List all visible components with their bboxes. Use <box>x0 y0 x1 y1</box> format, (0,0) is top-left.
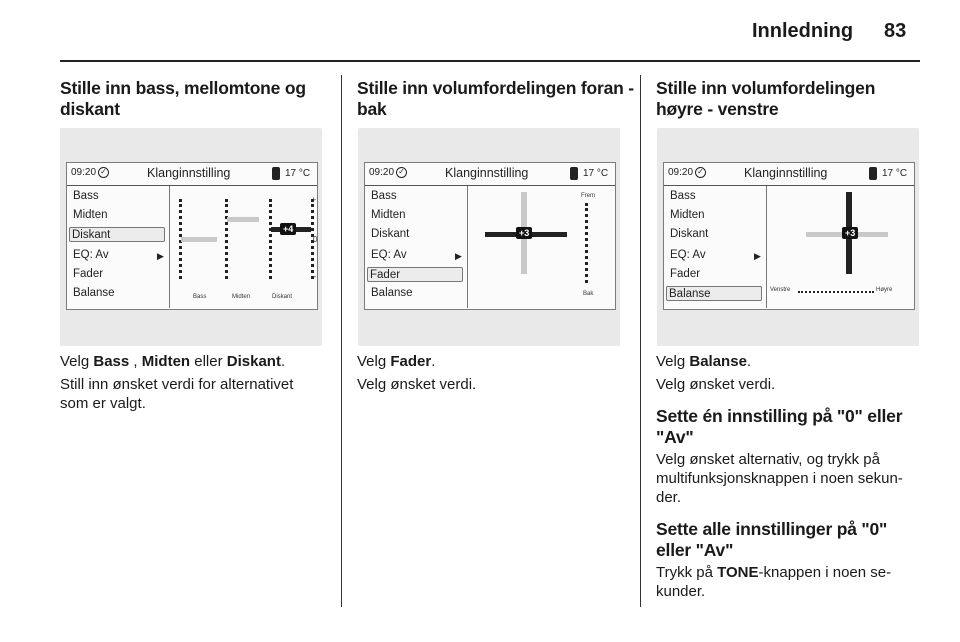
diskant-value-tag: +4 <box>280 223 296 235</box>
back-label: Bak <box>583 291 594 297</box>
axis-label-midten: Midten <box>232 294 251 300</box>
diskant-scale <box>269 199 272 279</box>
menu-item-diskant[interactable]: Diskant <box>670 228 709 240</box>
instruction-select: Velg Fader. <box>357 353 436 370</box>
status-bar <box>67 163 317 186</box>
menu-item-eq[interactable]: EQ: Av <box>371 249 407 261</box>
scale-zero-label: 0 <box>313 235 318 244</box>
menu-item-fader[interactable]: Fader <box>367 267 463 282</box>
thermometer-icon <box>869 167 877 180</box>
clock: 09:20 <box>369 167 395 178</box>
temperature: 17 °C <box>882 168 908 179</box>
section-heading: Stille inn bass, mellomtone og diskant <box>60 78 306 119</box>
arrow-right-icon: ▶ <box>157 251 164 261</box>
screen-title: Klanginnstilling <box>445 166 529 180</box>
screen-image-treble <box>60 128 322 346</box>
check-icon: ✓ <box>98 167 109 178</box>
column-1 <box>60 78 330 120</box>
menu-item-balanse[interactable]: Balanse <box>73 287 115 299</box>
instruction-select: Velg Balanse. <box>656 353 752 370</box>
section-heading-reset-all: Sette alle innstillinger på "0" eller "Av" <box>656 519 888 560</box>
page-number: 83 <box>884 20 907 42</box>
check-icon: ✓ <box>695 167 706 178</box>
bold-midten: Midten <box>141 353 191 370</box>
menu-item-diskant[interactable]: Diskant <box>371 228 410 240</box>
display-screen <box>66 162 318 310</box>
balance-scale <box>798 291 874 293</box>
section-heading-reset-one: Sette én innstilling på "0" eller "Av" <box>656 406 903 447</box>
instruction-set-value: Velg ønsket verdi. <box>357 376 477 393</box>
column-divider <box>640 75 641 607</box>
menu-item-diskant[interactable]: Diskant <box>69 227 165 242</box>
screen-image-balance <box>657 128 919 346</box>
screen-title: Klanginnstilling <box>147 166 231 180</box>
column-3 <box>656 78 916 120</box>
column-1-text <box>60 352 330 413</box>
menu-item-eq[interactable]: EQ: Av <box>73 249 109 261</box>
front-label: Frem <box>581 193 595 199</box>
temperature: 17 °C <box>583 168 609 179</box>
scale-plus-label: + <box>311 195 317 205</box>
bold-diskant: Diskant <box>226 353 281 370</box>
arrow-right-icon: ▶ <box>754 251 761 261</box>
tone-menu <box>67 186 170 308</box>
section-heading: Stille inn volumfordelingen foran - bak <box>357 78 634 119</box>
left-label: Venstre <box>770 287 791 293</box>
bold-fader: Fader <box>390 353 432 370</box>
arrow-right-icon: ▶ <box>455 251 462 261</box>
thermometer-icon <box>272 167 280 180</box>
page-header-title: Innledning <box>752 20 854 42</box>
status-bar <box>664 163 914 186</box>
bold-tone: TONE <box>717 564 759 581</box>
reset-one-text: Velg ønsket alternativ, og trykk på multifunksjonsknappen i noen sekun- der. <box>656 451 903 506</box>
clock: 09:20 <box>668 167 694 178</box>
menu-item-midten[interactable]: Midten <box>73 209 108 221</box>
header-rule <box>60 60 920 62</box>
check-icon: ✓ <box>396 167 407 178</box>
column-2 <box>357 78 637 120</box>
screen-image-fader <box>358 128 620 346</box>
display-screen <box>663 162 915 310</box>
menu-item-midten[interactable]: Midten <box>670 209 705 221</box>
menu-item-balanse[interactable]: Balanse <box>371 287 413 299</box>
screen-title: Klanginnstilling <box>744 166 828 180</box>
right-label: Høyre <box>876 287 893 293</box>
thermometer-icon <box>570 167 578 180</box>
tone-menu <box>365 186 468 308</box>
section-heading: Stille inn volumfordelingen høyre - venstre <box>656 78 876 119</box>
instruction-select: Velg Bass , Midten eller Diskant. <box>60 353 286 370</box>
menu-item-midten[interactable]: Midten <box>371 209 406 221</box>
column-2-text <box>357 352 627 394</box>
menu-item-bass[interactable]: Bass <box>670 190 696 202</box>
bold-bass: Bass <box>93 353 130 370</box>
instruction-set-value: Velg ønsket verdi. <box>656 376 776 393</box>
tone-menu <box>664 186 767 308</box>
scale-minus-label: – <box>311 271 317 281</box>
menu-item-fader[interactable]: Fader <box>73 268 104 280</box>
menu-item-eq[interactable]: EQ: Av <box>670 249 706 261</box>
reset-all-text: Trykk på TONE-knappen i noen se- kunder. <box>656 564 892 600</box>
midten-level-bar <box>227 217 259 222</box>
axis-label-diskant: Diskant <box>272 294 293 300</box>
fader-value-tag: +3 <box>516 227 532 239</box>
column-3-text <box>656 352 922 601</box>
display-screen <box>364 162 616 310</box>
fader-scale <box>585 203 588 283</box>
clock: 09:20 <box>71 167 97 178</box>
axis-label-bass: Bass <box>193 294 207 300</box>
bold-balanse: Balanse <box>689 353 747 370</box>
temperature: 17 °C <box>285 168 311 179</box>
column-divider <box>341 75 342 607</box>
menu-item-fader[interactable]: Fader <box>670 268 701 280</box>
midten-scale <box>225 199 228 279</box>
bass-level-bar <box>181 237 217 242</box>
balance-value-tag: +3 <box>842 227 858 239</box>
menu-item-bass[interactable]: Bass <box>73 190 99 202</box>
instruction-set-value: Still inn ønsket verdi for alternativet som er valgt. <box>60 376 294 412</box>
status-bar <box>365 163 615 186</box>
menu-item-balanse[interactable]: Balanse <box>666 286 762 301</box>
menu-item-bass[interactable]: Bass <box>371 190 397 202</box>
